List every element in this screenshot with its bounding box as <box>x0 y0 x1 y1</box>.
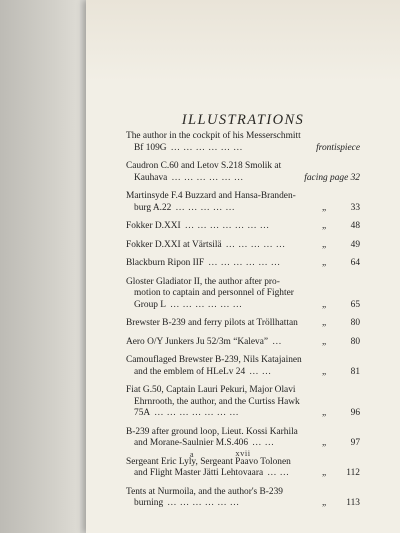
page-number-ref: 80 <box>350 336 360 347</box>
entry-caption-text: Blackburn Ripon IIF <box>126 258 205 268</box>
entry-caption-text: and the emblem of HLeLv 24 <box>134 366 246 377</box>
illustration-entry <box>126 161 360 184</box>
entry-caption-text: and Flight Master Jätti Lehtovaara <box>134 468 264 478</box>
page-number-ref: 33 <box>350 202 360 213</box>
entry-caption-text: Kauhava <box>134 172 168 183</box>
page-number: xvii <box>235 448 251 458</box>
illustration-entry <box>126 258 360 270</box>
entry-caption-text: burg A.22 <box>134 202 172 213</box>
ditto-mark: „ <box>322 468 327 478</box>
entry-caption-line <box>126 487 360 499</box>
entry-caption-line <box>126 457 360 469</box>
signature-mark: a <box>190 450 194 459</box>
entry-caption-line <box>126 161 360 173</box>
page-reference <box>318 258 360 270</box>
entry-caption-text: Fokker D.XXI at Värtsilä <box>126 239 222 250</box>
leader-dots: … … … … … … … <box>154 408 240 418</box>
entry-caption-text: Bf 109G <box>134 142 167 153</box>
page-number-ref: 112 <box>346 468 360 478</box>
page-number-ref: 96 <box>350 408 360 418</box>
entry-caption-line <box>126 337 360 349</box>
page-reference <box>318 240 360 252</box>
page-number-ref: 113 <box>346 498 360 508</box>
illustration-entry <box>126 457 360 480</box>
page-number-ref: 97 <box>350 438 360 448</box>
entry-caption-text: 75A <box>134 408 151 418</box>
ditto-mark: „ <box>322 318 327 328</box>
ditto-mark: „ <box>322 221 327 231</box>
entry-caption-line <box>126 300 360 312</box>
entry-caption-line <box>126 191 360 203</box>
leader-dots: … … … … … … <box>167 498 240 508</box>
ditto-mark: „ <box>322 299 327 310</box>
ditto-mark: „ <box>322 366 327 377</box>
page-number-ref: 80 <box>350 318 360 328</box>
entry-caption-text: Tents at Nurmoila, and the author's B-239 <box>126 486 283 497</box>
entry-caption-line <box>126 143 360 155</box>
entry-caption-text: Brewster B-239 and ferry pilots at Tröllhattan <box>126 318 298 328</box>
illustration-entry <box>126 385 360 420</box>
leader-dots: … … … … … … <box>170 299 243 310</box>
entry-caption-text: Group L <box>134 299 167 310</box>
entry-caption-line <box>126 427 360 439</box>
leader-dots: … … <box>267 468 290 478</box>
ditto-mark: „ <box>322 258 327 268</box>
page-title: ILLUSTRATIONS <box>181 112 305 128</box>
illustration-entry <box>126 240 360 252</box>
entry-caption-line <box>126 397 360 409</box>
leader-dots: … … … … … … … <box>184 221 270 231</box>
ditto-mark: „ <box>322 239 327 250</box>
leader-dots: … … … … … … <box>170 142 243 153</box>
page-number-ref: facing page 32 <box>304 172 360 183</box>
illustration-entry <box>126 318 360 330</box>
illustration-entry <box>126 131 360 154</box>
page-reference <box>318 300 360 312</box>
illustration-entry <box>126 487 360 510</box>
page-number-ref: 65 <box>350 299 360 310</box>
entry-caption-text: and Morane-Saulnier M.S.406 <box>134 438 249 448</box>
illustration-entry <box>126 191 360 214</box>
entry-caption-text: Ehrnrooth, the author, and the Curtiss Hawk <box>134 396 300 407</box>
page-reference <box>312 143 360 155</box>
page-reference <box>318 318 360 330</box>
entry-caption-line <box>126 318 360 330</box>
entry-caption-line <box>126 131 360 143</box>
entry-caption-text: Fokker D.XXI <box>126 221 181 231</box>
leader-dots: … … <box>249 366 272 377</box>
page-number-ref: 81 <box>350 366 360 377</box>
page-show-through-shade <box>86 0 400 82</box>
page-number-ref: frontispiece <box>316 142 360 153</box>
entry-caption-line <box>126 221 360 233</box>
entry-caption-line <box>126 408 360 420</box>
illustration-entry <box>126 337 360 349</box>
entry-caption-line <box>126 277 360 289</box>
entry-caption-text: Sergeant Eric Lyly, Sergeant Paavo Tolonen <box>126 456 291 467</box>
page-reference <box>318 221 360 233</box>
entry-caption-text: motion to captain and personnel of Fighter <box>134 288 294 298</box>
illustration-entry <box>126 355 360 378</box>
entry-caption-text: Gloster Gladiator II, the author after pro- <box>126 276 280 287</box>
entry-caption-text: Aero O/Y Junkers Ju 52/3m “Kaleva” <box>126 336 269 347</box>
page-reference <box>318 337 360 349</box>
illustration-entry <box>126 427 360 450</box>
page-reference <box>318 468 360 480</box>
ditto-mark: „ <box>322 498 327 508</box>
entry-caption-line <box>126 203 360 215</box>
leader-dots: … … <box>252 438 275 448</box>
page-reference <box>318 367 360 379</box>
entry-caption-text: The author in the cockpit of his Messerschmitt <box>126 131 301 141</box>
page-number-ref: 48 <box>350 221 360 231</box>
leader-dots: … … … … … … <box>171 172 244 183</box>
entry-caption-line <box>126 498 360 510</box>
ditto-mark: „ <box>322 438 327 448</box>
page-number-ref: 49 <box>350 239 360 250</box>
entry-caption-line <box>126 173 360 185</box>
entry-caption-line <box>126 385 360 397</box>
leader-dots: … <box>272 336 282 347</box>
entry-caption-text: burning <box>134 498 164 508</box>
ditto-mark: „ <box>322 408 327 418</box>
entry-caption-text: Martinsyde F.4 Buzzard and Hansa-Branden- <box>126 191 296 201</box>
illustration-entry <box>126 221 360 233</box>
book-page <box>86 0 400 533</box>
entry-caption-text: Fiat G.50, Captain Lauri Pekuri, Major Olavi <box>126 385 296 395</box>
page-number-ref: 64 <box>350 258 360 268</box>
entry-caption-line <box>126 288 360 300</box>
ditto-mark: „ <box>322 202 327 213</box>
entry-caption-line <box>126 468 360 480</box>
leader-dots: … … … … … <box>175 202 236 213</box>
entry-caption-line <box>126 258 360 270</box>
entry-caption-line <box>126 367 360 379</box>
leader-dots: … … … … … … <box>208 258 281 268</box>
entry-caption-line <box>126 240 360 252</box>
page-reference <box>318 498 360 510</box>
illustrations-list <box>126 131 360 517</box>
previous-page-edge <box>0 0 80 533</box>
ditto-mark: „ <box>322 336 327 347</box>
entry-caption-text: B-239 after ground loop, Lieut. Kossi Karhila <box>126 426 298 437</box>
leader-dots: … … … … … <box>225 239 286 250</box>
entry-caption-line <box>126 355 360 367</box>
page-reference <box>318 203 360 215</box>
illustration-entry <box>126 277 360 312</box>
entry-caption-text: Caudron C.60 and Letov S.218 Smolik at <box>126 161 282 171</box>
entry-caption-text: Camouflaged Brewster B-239, Nils Katajainen <box>126 355 302 365</box>
page-reference <box>300 173 360 185</box>
page-reference <box>318 408 360 420</box>
